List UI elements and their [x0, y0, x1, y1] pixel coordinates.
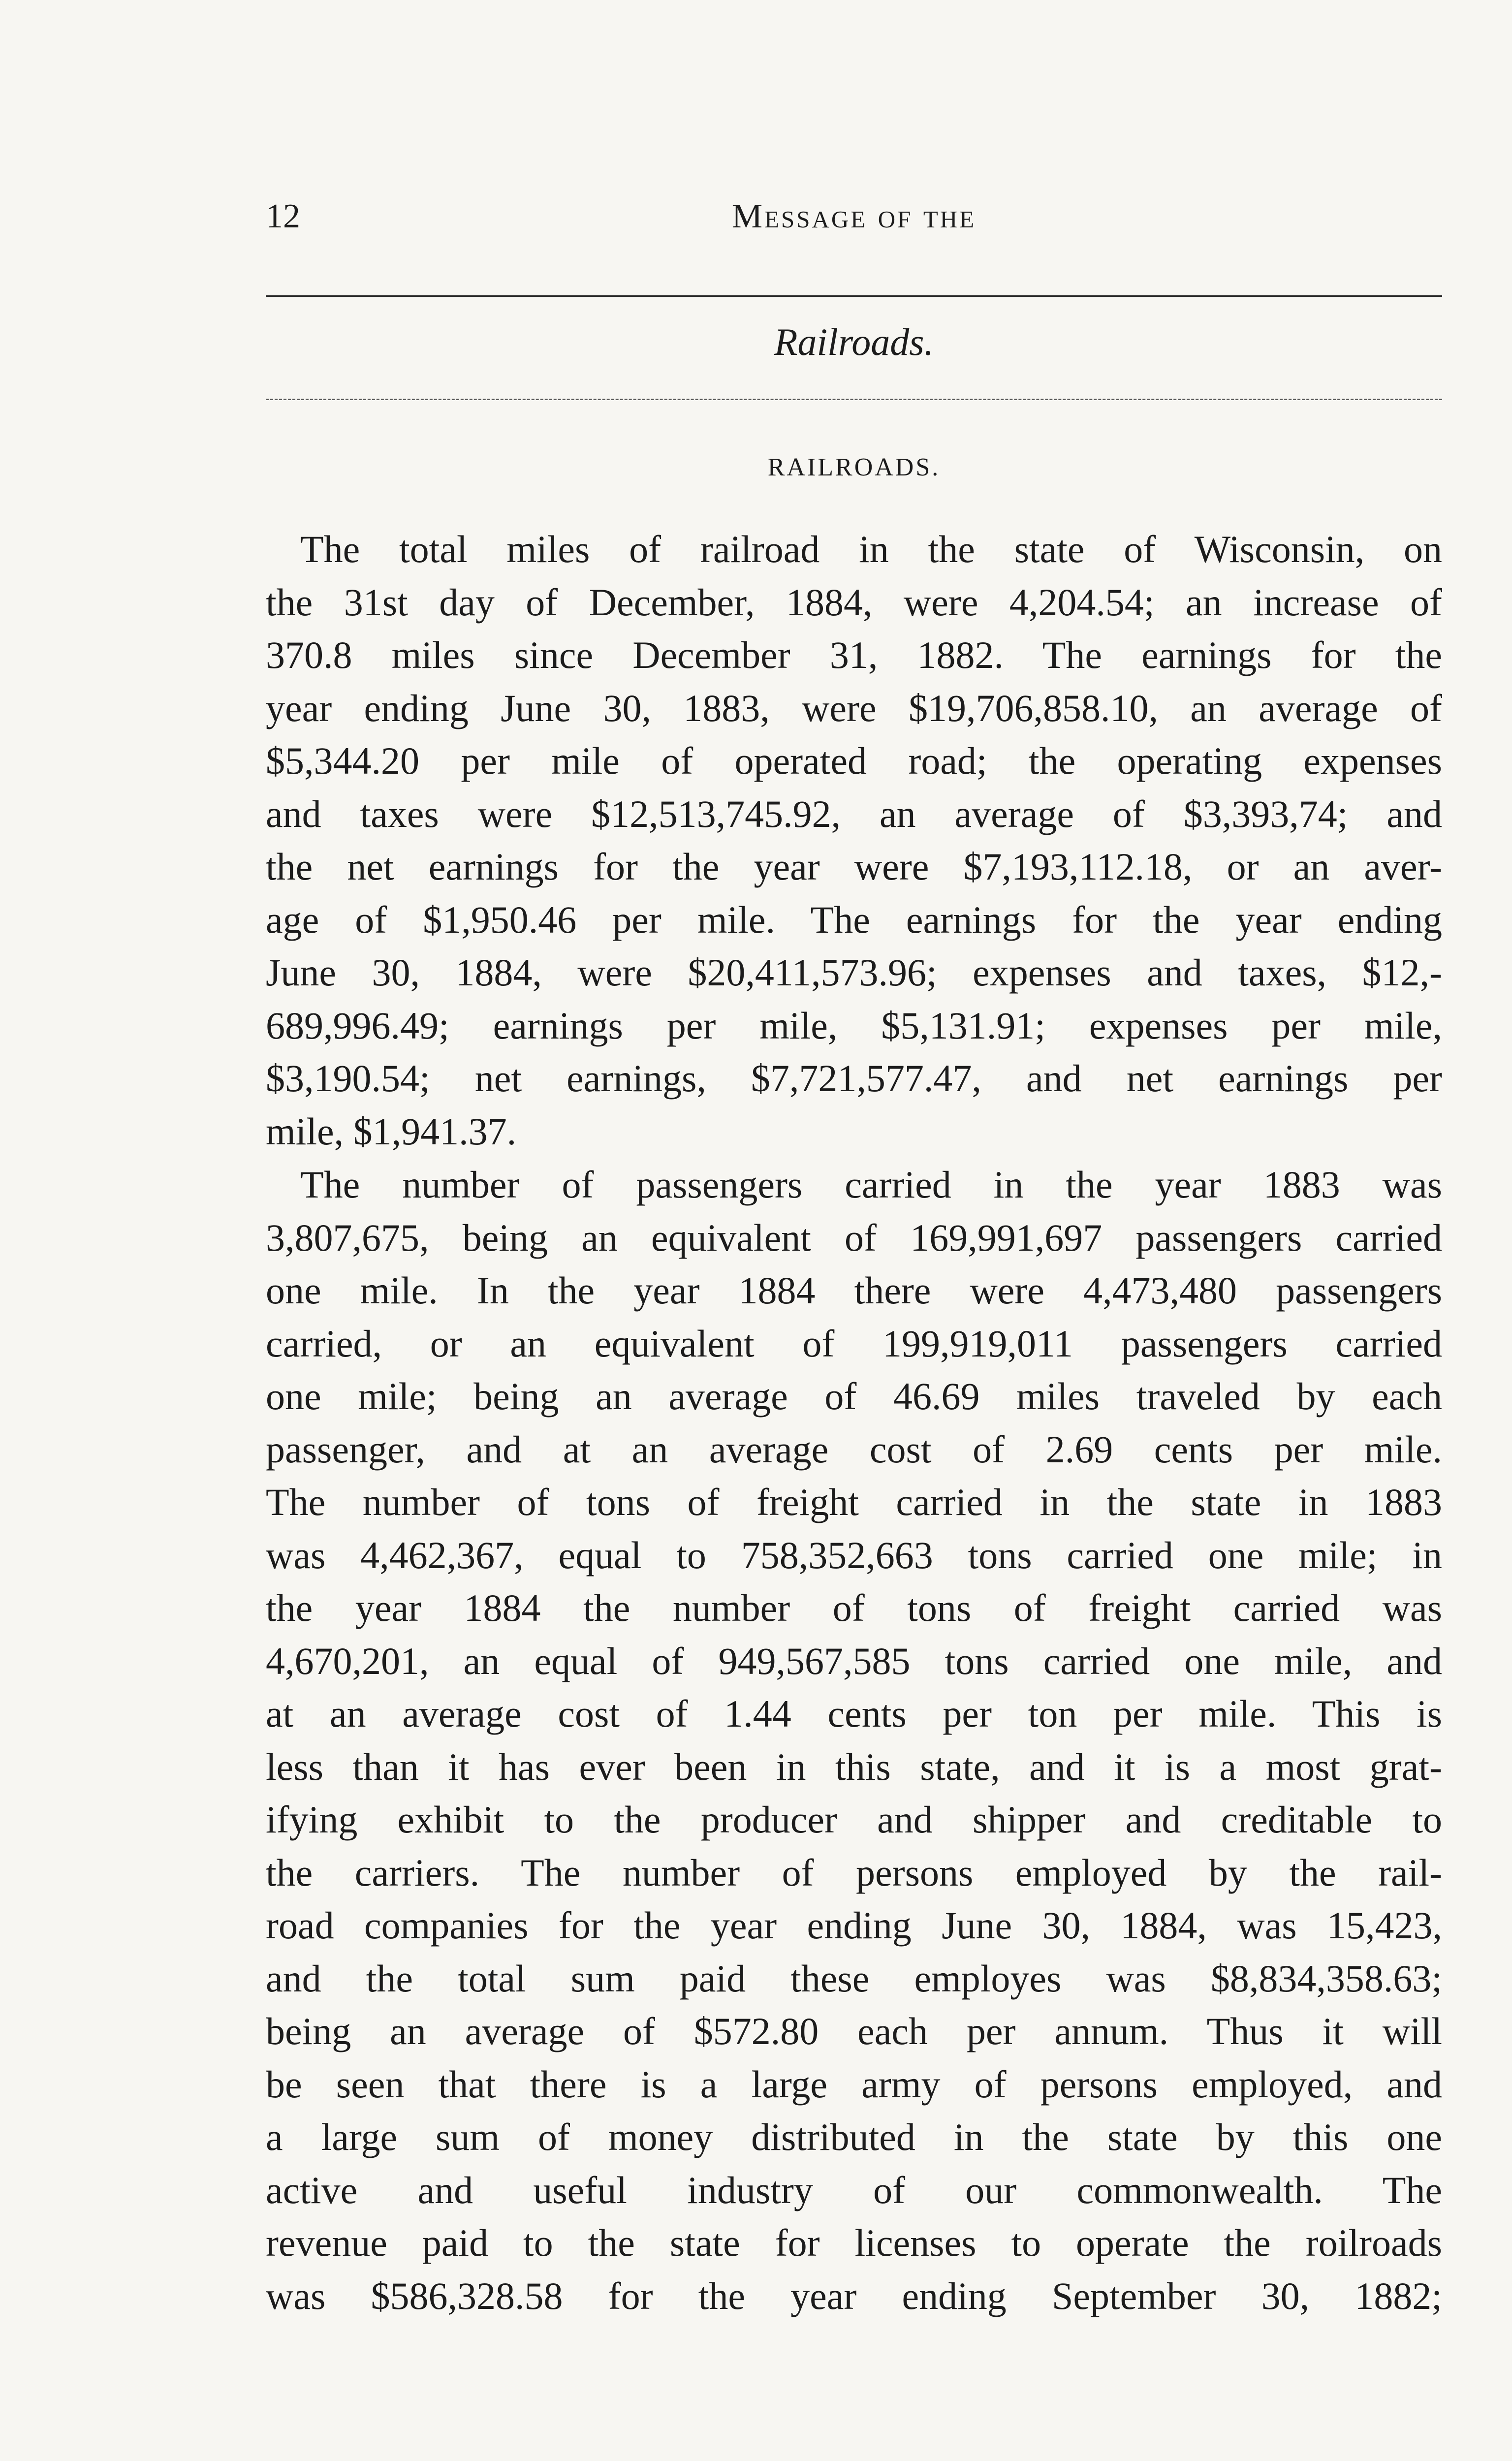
text-line: one mile; being an average of 46.69 miles traveled by each	[266, 1375, 1442, 1418]
text-line: The number of passengers carried in the year 1883 was	[300, 1163, 1442, 1206]
text-line: ifying exhibit to the producer and shipper and creditable to	[266, 1798, 1442, 1841]
text-line: revenue paid to the state for licenses to operate the roilroads	[266, 2221, 1442, 2264]
text-line: and the total sum paid these employes was $8,834,358.63;	[266, 1956, 1442, 2000]
text-line: 689,996.49; earnings per mile, $5,131.91; expenses per mile,	[266, 1004, 1442, 1047]
text-line: road companies for the year ending June 30, 1884, was 15,423,	[266, 1904, 1442, 1947]
text-line: June 30, 1884, were $20,411,573.96; expenses and taxes, $12,-	[266, 951, 1442, 994]
section-heading: Railroads.	[774, 320, 934, 363]
text-line: the carriers. The number of persons employed by the rail-	[266, 1851, 1442, 1894]
text-line: carried, or an equivalent of 199,919,011 passengers carried	[266, 1322, 1442, 1365]
text-line: The number of tons of freight carried in the state in 1883	[266, 1481, 1442, 1523]
text-line: was 4,462,367, equal to 758,352,663 tons carried one mile; in	[266, 1533, 1442, 1577]
paragraph-passengers-freight	[266, 1158, 1442, 2322]
text-line: year ending June 30, 1883, were $19,706,858.10, an average of	[266, 686, 1442, 729]
text-line: the 31st day of December, 1884, were 4,204.54; an increase of	[266, 580, 1442, 624]
text-line: 3,807,675, being an equivalent of 169,991,697 passengers carried	[266, 1216, 1442, 1259]
text-line: a large sum of money distributed in the state by this one	[266, 2115, 1442, 2158]
text-line: $3,190.54; net earnings, $7,721,577.47, and net earnings per	[266, 1057, 1442, 1100]
text-line: less than it has ever been in this state, and it is a most grat-	[266, 1745, 1442, 1788]
text-line: 4,670,201, an equal of 949,567,585 tons carried one mile, and	[266, 1639, 1442, 1682]
text-line: the net earnings for the year were $7,193,112.18, or an aver-	[266, 845, 1442, 888]
text-line: active and useful industry of our commonwealth. The	[266, 2168, 1442, 2211]
text-line: age of $1,950.46 per mile. The earnings for the year ending	[266, 898, 1442, 941]
text-line: one mile. In the year 1884 there were 4,473,480 passengers	[266, 1269, 1442, 1312]
text-line: being an average of $572.80 each per annum. Thus it will	[266, 2010, 1442, 2052]
bottom-rule	[266, 399, 1442, 400]
paragraph-railroad-mileage	[266, 523, 1442, 1158]
text-line: $5,344.20 per mile of operated road; the operating expenses	[266, 739, 1442, 782]
text-line: be seen that there is a large army of persons employed, and	[266, 2062, 1442, 2106]
top-rule	[266, 295, 1442, 297]
text-line: the year 1884 the number of tons of freight carried was	[266, 1586, 1442, 1629]
text-line: passenger, and at an average cost of 2.69 cents per mile.	[266, 1427, 1442, 1471]
section-caps-heading: RAILROADS.	[767, 453, 941, 481]
text-line: The total miles of railroad in the state of Wisconsin, on	[300, 528, 1442, 570]
text-line: at an average cost of 1.44 cents per ton per mile. This is	[266, 1692, 1442, 1735]
running-head	[266, 194, 1442, 239]
page-number: 12	[266, 197, 300, 235]
text-line: mile, $1,941.37.	[266, 1109, 517, 1153]
text-line: 370.8 miles since December 31, 1882. The earnings for the	[266, 633, 1442, 676]
text-line: and taxes were $12,513,745.92, an average of $3,393,74; and	[266, 792, 1442, 835]
running-title: Message of the	[731, 197, 976, 235]
text-line: was $586,328.58 for the year ending September 30, 1882;	[266, 2274, 1442, 2317]
